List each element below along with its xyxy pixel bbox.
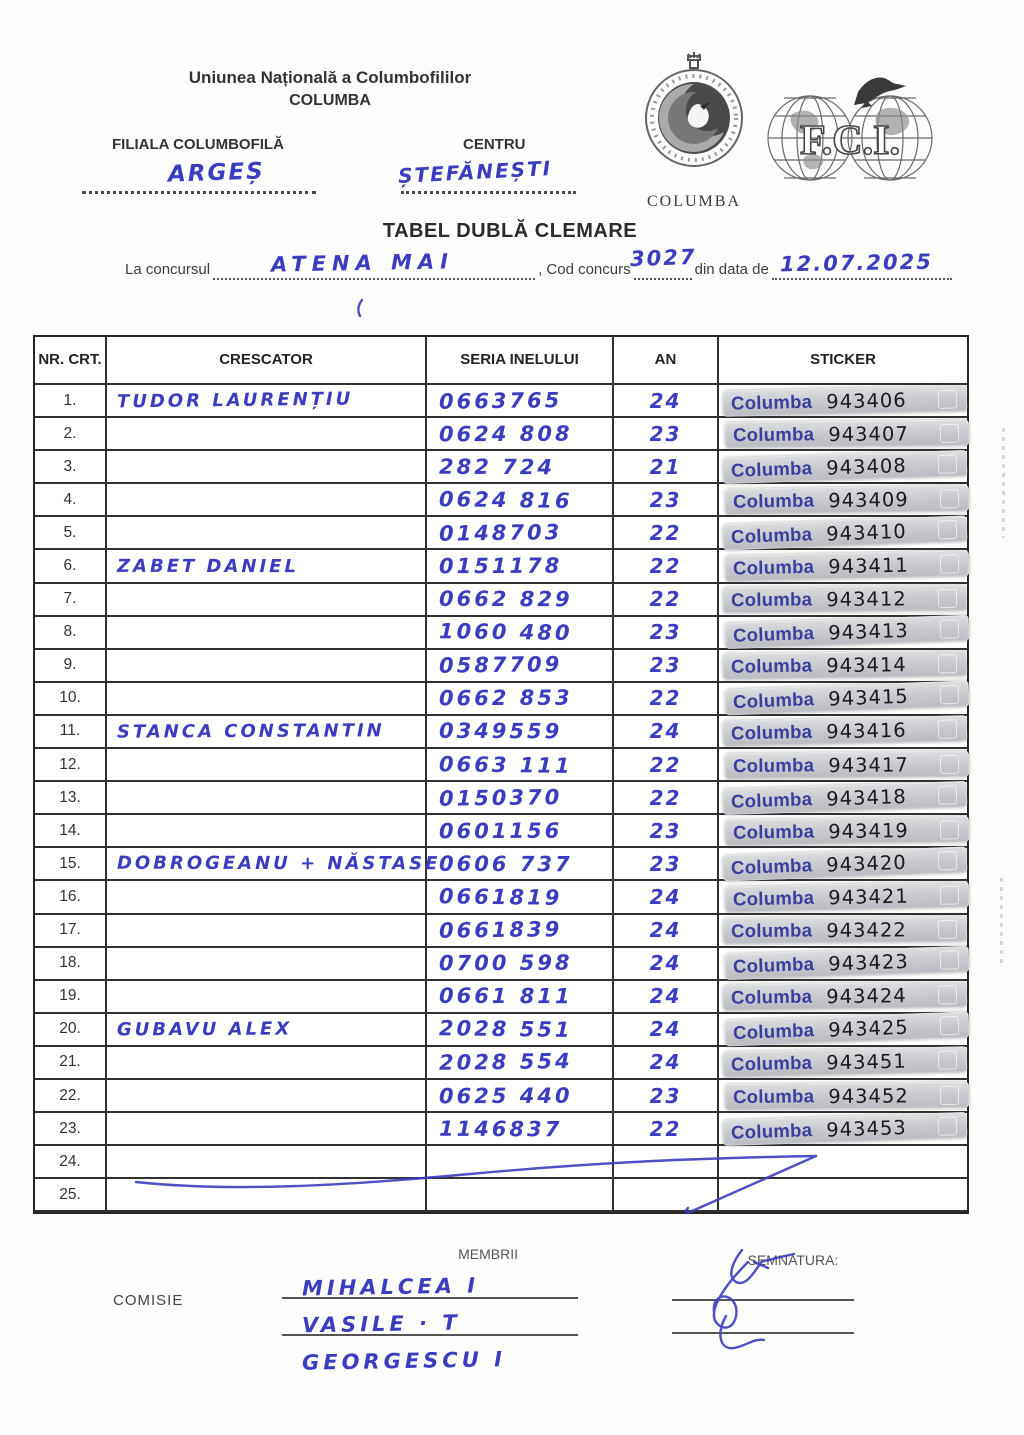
ring-series-cell <box>427 848 614 881</box>
ring-series-cell <box>427 683 614 716</box>
columba-sticker <box>725 485 969 515</box>
semnatura-label: SEMNATURA: <box>747 1252 839 1268</box>
contest-prefix-label: La concursul <box>125 261 211 278</box>
sticker-number: 943408 <box>825 453 908 479</box>
ring-series-handwritten: 0624 808 <box>438 421 573 446</box>
columba-sticker <box>723 1047 968 1079</box>
contest-date-field <box>772 249 952 280</box>
sticker-number: 943411 <box>827 553 909 578</box>
row-number-cell: 23. <box>35 1113 107 1146</box>
year-cell <box>614 782 719 815</box>
row-number-cell: 8. <box>35 617 107 650</box>
columba-sticker <box>723 781 968 815</box>
columba-sticker <box>723 846 968 881</box>
centru-handwritten-value: ȘTEFĂNEȘTI <box>397 155 553 189</box>
member-line <box>282 1336 578 1375</box>
sticker-number: 943418 <box>825 784 908 810</box>
breeder-name-cell <box>107 915 427 948</box>
sticker-brand: Columba <box>732 422 815 445</box>
ring-series-handwritten: 1146837 <box>438 1116 563 1141</box>
ring-series-cell <box>427 1080 614 1113</box>
filiala-handwritten-value: ARGEȘ <box>167 158 266 188</box>
ring-series-cell <box>427 1047 614 1080</box>
sticker-cell <box>719 517 967 550</box>
breeder-name-cell <box>107 584 427 617</box>
column-header-crescator: CRESCATOR <box>107 337 427 385</box>
ring-series-handwritten: 0663 111 <box>438 751 573 778</box>
sticker-cell <box>719 1047 967 1080</box>
row-number-cell: 3. <box>35 451 107 484</box>
ring-series-handwritten: 2028 551 <box>438 1016 573 1043</box>
contest-code-field <box>629 244 697 280</box>
sticker-brand: Columba <box>732 489 815 512</box>
sticker-number: 943413 <box>827 618 910 645</box>
year-handwritten: 22 <box>649 785 682 810</box>
ring-series-cell <box>427 418 614 451</box>
sticker-cell <box>719 782 967 815</box>
sticker-number: 943423 <box>827 949 910 976</box>
organization-short-name: COLUMBA <box>289 92 371 109</box>
filiala-label: FILIALA COLUMBOFILĂ <box>112 136 284 153</box>
ring-series-cell <box>427 650 614 683</box>
membrii-label: MEMBRII <box>458 1246 518 1262</box>
breeder-name-cell <box>107 881 427 914</box>
column-header-nr: NR. CRT. <box>35 337 107 385</box>
year-handwritten: 24 <box>649 984 682 1009</box>
breeder-name-cell <box>107 981 427 1014</box>
row-number-cell: 20. <box>35 1014 107 1047</box>
ring-series-handwritten: 0661819 <box>438 884 563 910</box>
row-number-cell: 21. <box>35 1047 107 1080</box>
year-handwritten: 21 <box>649 454 682 479</box>
columba-sticker <box>723 1112 968 1146</box>
sticker-number: 943419 <box>828 818 909 843</box>
row-number-cell: 2. <box>35 418 107 451</box>
year-cell <box>614 948 719 981</box>
year-cell <box>614 1179 719 1212</box>
columba-sticker <box>723 716 968 748</box>
sticker-brand: Columba <box>730 854 813 879</box>
year-cell <box>614 550 719 583</box>
breeder-name-cell <box>107 1080 427 1113</box>
comisie-label: COMISIE <box>113 1292 184 1309</box>
contest-date-handwritten: 12.07.2025 <box>779 249 933 277</box>
row-number-cell: 12. <box>35 749 107 782</box>
breeder-name-cell <box>107 451 427 484</box>
contest-date-label: din data de <box>694 261 769 278</box>
row-number-cell: 7. <box>35 584 107 617</box>
ring-series-cell <box>427 881 614 914</box>
sticker-brand: Columba <box>730 919 813 942</box>
sticker-cell <box>719 683 967 716</box>
year-cell <box>614 815 719 848</box>
member-line <box>282 1262 578 1299</box>
columba-sticker <box>723 916 967 945</box>
ring-series-handwritten: 0661839 <box>438 917 563 943</box>
sticker-number: 943417 <box>828 752 909 777</box>
year-handwritten: 22 <box>649 587 682 612</box>
page-title: TABEL DUBLĂ CLEMARE <box>382 220 638 242</box>
contest-name-handwritten: ATENA MAI <box>270 249 455 277</box>
ring-series-handwritten: 0606 737 <box>438 851 573 877</box>
row-number-cell: 22. <box>35 1080 107 1113</box>
sticker-cell <box>719 948 967 981</box>
row-number-cell: 24. <box>35 1146 107 1179</box>
ring-series-handwritten: 0700 598 <box>438 950 573 976</box>
sticker-cell <box>719 1014 967 1047</box>
row-number-cell: 18. <box>35 948 107 981</box>
columba-sticker <box>725 816 969 846</box>
sticker-cell <box>719 451 967 484</box>
columba-sticker <box>723 450 968 484</box>
columba-sticker <box>725 1081 969 1110</box>
columba-sticker <box>725 550 970 582</box>
sticker-number: 943416 <box>825 718 907 744</box>
ring-series-cell <box>427 815 614 848</box>
sticker-brand: Columba <box>732 555 815 579</box>
year-cell <box>614 584 719 617</box>
ring-series-handwritten: 0624 816 <box>438 487 573 513</box>
sticker-cell <box>719 617 967 650</box>
row-number-cell: 16. <box>35 881 107 914</box>
ring-series-cell <box>427 981 614 1014</box>
year-cell <box>614 1146 719 1179</box>
row-number-cell: 13. <box>35 782 107 815</box>
clemare-table <box>33 335 969 1214</box>
row-number-cell: 1. <box>35 385 107 418</box>
year-handwritten: 24 <box>649 1017 682 1042</box>
columba-sticker <box>725 615 970 649</box>
sticker-brand: Columba <box>732 953 815 977</box>
columba-logo-caption: COLUMBA <box>646 193 741 210</box>
year-cell <box>614 915 719 948</box>
row-number-cell: 6. <box>35 550 107 583</box>
ring-series-handwritten: 282 724 <box>438 454 556 480</box>
columba-sticker <box>723 650 967 680</box>
sticker-brand: Columba <box>730 456 813 481</box>
breeder-name-cell <box>107 716 427 749</box>
ring-series-cell <box>427 1014 614 1047</box>
breeder-name-cell <box>107 848 441 881</box>
row-number-cell: 10. <box>35 683 107 716</box>
breeder-name-handwritten: STANCA CONSTANTIN <box>116 720 385 743</box>
row-number-cell: 5. <box>35 517 107 550</box>
sticker-number: 943415 <box>827 684 910 711</box>
column-header-an: AN <box>614 337 719 385</box>
year-cell <box>614 683 719 716</box>
sticker-brand: Columba <box>732 753 815 776</box>
year-handwritten: 24 <box>649 1050 682 1075</box>
year-cell <box>614 848 719 881</box>
row-number-cell: 25. <box>35 1179 107 1212</box>
year-cell <box>614 650 719 683</box>
sticker-brand: Columba <box>732 886 815 910</box>
sticker-cell <box>719 1146 967 1179</box>
sticker-cell <box>719 881 967 914</box>
year-cell <box>614 385 719 418</box>
breeder-name-cell <box>107 517 427 550</box>
year-cell <box>614 517 719 550</box>
sticker-number: 943424 <box>826 983 907 1009</box>
columba-sticker <box>725 419 969 448</box>
year-cell <box>614 484 719 517</box>
contest-code-handwritten: 3027 <box>629 244 697 272</box>
year-handwritten: 23 <box>649 851 682 876</box>
ring-series-cell <box>427 451 614 484</box>
organization-name: Uniunea Națională a Columbofililor <box>188 68 472 87</box>
breeder-name-cell <box>107 683 427 716</box>
ring-series-cell <box>427 550 614 583</box>
ring-series-cell <box>427 617 614 650</box>
sticker-number: 943412 <box>826 586 907 611</box>
breeder-name-handwritten: TUDOR LAURENȚIU <box>116 388 354 413</box>
year-handwritten: 24 <box>649 719 682 744</box>
sticker-brand: Columba <box>730 390 813 414</box>
sticker-cell <box>719 915 967 948</box>
member-name-handwritten: MIHALCEA I <box>301 1273 480 1301</box>
ring-series-handwritten: 0662 829 <box>438 586 573 612</box>
ring-series-cell <box>427 915 614 948</box>
sticker-brand: Columba <box>730 721 813 745</box>
year-cell <box>614 981 719 1014</box>
sticker-cell <box>719 550 967 583</box>
breeder-name-handwritten: ZABET DANIEL <box>116 555 299 577</box>
ring-series-handwritten: 0150370 <box>438 784 563 811</box>
member-name-handwritten: VASILE · T <box>301 1310 461 1338</box>
breeder-name-cell <box>107 418 427 451</box>
ring-series-handwritten: 0662 853 <box>438 686 573 711</box>
fci-logo <box>762 66 938 189</box>
breeder-name-handwritten: DOBROGEANU + NĂSTASE <box>116 853 441 875</box>
breeder-name-cell <box>107 1014 427 1047</box>
sticker-cell <box>719 848 967 881</box>
columba-logo-icon <box>638 52 750 186</box>
sticker-brand: Columba <box>732 1084 815 1107</box>
sticker-brand: Columba <box>730 787 813 812</box>
row-number-cell: 17. <box>35 915 107 948</box>
signature-block <box>672 1252 854 1334</box>
breeder-name-cell <box>107 550 427 583</box>
year-cell <box>614 1047 719 1080</box>
committee-members-block <box>282 1246 578 1375</box>
ring-series-handwritten: 0661 811 <box>438 983 573 1009</box>
sticker-cell <box>719 716 967 749</box>
filiala-dotted-line <box>82 191 316 194</box>
breeder-name-cell <box>107 1146 427 1179</box>
centru-dotted-line <box>401 191 576 194</box>
columba-sticker <box>725 681 970 716</box>
signature-line <box>672 1268 854 1301</box>
breeder-name-cell <box>107 1047 427 1080</box>
year-handwritten: 23 <box>649 818 682 843</box>
columba-sticker <box>723 981 967 1011</box>
sticker-number: 943451 <box>825 1049 907 1075</box>
columba-sticker <box>725 881 970 913</box>
columba-sticker <box>725 750 969 779</box>
ring-series-handwritten: 2028 554 <box>438 1049 573 1076</box>
year-handwritten: 22 <box>649 752 682 777</box>
sticker-cell <box>719 815 967 848</box>
sticker-brand: Columba <box>732 820 815 843</box>
sticker-brand: Columba <box>730 1118 813 1143</box>
sticker-number: 943410 <box>825 519 908 546</box>
sticker-cell <box>719 981 967 1014</box>
contest-code-label: , Cod concurs <box>538 261 631 278</box>
year-cell <box>614 617 719 650</box>
year-handwritten: 24 <box>649 951 682 976</box>
year-handwritten: 24 <box>649 918 682 943</box>
year-handwritten: 23 <box>649 487 682 512</box>
contest-info-line <box>122 244 952 280</box>
ring-series-handwritten: 0625 440 <box>438 1083 573 1108</box>
year-cell <box>614 749 719 782</box>
ring-series-handwritten: 0587709 <box>438 652 563 679</box>
column-header-seria: SERIA INELULUI <box>427 337 614 385</box>
organization-header <box>110 68 550 110</box>
ring-series-handwritten: 0148703 <box>438 520 563 546</box>
sticker-number: 943409 <box>828 487 909 512</box>
ring-series-cell <box>427 1146 614 1179</box>
contest-name-field <box>213 249 535 280</box>
columba-sticker <box>725 946 970 980</box>
sticker-brand: Columba <box>730 1052 813 1076</box>
sticker-brand: Columba <box>730 588 813 611</box>
stray-ink-mark <box>358 300 362 316</box>
row-number-cell: 9. <box>35 650 107 683</box>
columba-sticker <box>725 1012 970 1047</box>
sticker-cell <box>719 385 967 418</box>
sticker-number: 943420 <box>825 850 908 877</box>
ring-series-handwritten: 0663765 <box>438 387 563 414</box>
member-line <box>282 1299 578 1336</box>
year-handwritten: 24 <box>649 388 682 413</box>
ring-series-handwritten: 1060 480 <box>438 619 573 646</box>
sticker-brand: Columba <box>730 985 813 1009</box>
sticker-number: 943425 <box>827 1015 910 1042</box>
sticker-cell <box>719 749 967 782</box>
sticker-number: 943407 <box>828 421 909 446</box>
ring-series-cell <box>427 1179 614 1212</box>
year-handwritten: 23 <box>649 421 682 446</box>
row-number-cell: 11. <box>35 716 107 749</box>
ring-series-cell <box>427 517 614 550</box>
year-handwritten: 22 <box>649 1116 682 1141</box>
sticker-cell <box>719 418 967 451</box>
year-cell <box>614 1080 719 1113</box>
sticker-number: 943406 <box>825 387 907 413</box>
sticker-brand: Columba <box>732 688 815 713</box>
breeder-name-cell <box>107 484 427 517</box>
breeder-name-cell <box>107 1179 427 1212</box>
sticker-cell <box>719 484 967 517</box>
year-handwritten: 22 <box>649 686 682 711</box>
columba-sticker <box>723 585 967 614</box>
ring-series-handwritten: 0601156 <box>438 818 563 844</box>
breeder-name-cell <box>107 782 427 815</box>
ring-series-cell <box>427 782 614 815</box>
breeder-name-cell <box>107 815 427 848</box>
fci-monogram-text: F.C.I. <box>800 118 900 164</box>
sticker-cell <box>719 584 967 617</box>
sticker-cell <box>719 1179 967 1212</box>
year-cell <box>614 881 719 914</box>
year-cell <box>614 716 719 749</box>
ring-series-cell <box>427 385 614 418</box>
columba-sticker <box>723 515 968 550</box>
year-handwritten: 23 <box>649 620 682 645</box>
year-cell <box>614 1014 719 1047</box>
year-cell <box>614 451 719 484</box>
columba-logo <box>638 52 750 211</box>
row-number-cell: 14. <box>35 815 107 848</box>
centru-label: CENTRU <box>463 136 526 153</box>
year-cell <box>614 418 719 451</box>
row-number-cell: 19. <box>35 981 107 1014</box>
breeder-name-cell <box>107 617 427 650</box>
sticker-number: 943422 <box>826 917 907 942</box>
sticker-number: 943452 <box>828 1083 909 1108</box>
ring-series-cell <box>427 584 614 617</box>
row-number-cell: 15. <box>35 848 107 881</box>
year-cell <box>614 1113 719 1146</box>
breeder-name-cell <box>107 650 427 683</box>
column-header-sticker: STICKER <box>719 337 967 385</box>
ring-series-cell <box>427 484 614 517</box>
sticker-brand: Columba <box>730 523 813 548</box>
ring-series-cell <box>427 716 614 749</box>
fci-logo-icon <box>762 66 938 184</box>
sticker-brand: Columba <box>730 654 813 678</box>
ring-series-cell <box>427 1113 614 1146</box>
member-name-handwritten: GEORGESCU I <box>301 1347 507 1375</box>
sticker-brand: Columba <box>732 622 815 646</box>
signature-line <box>672 1301 854 1334</box>
year-handwritten: 22 <box>649 520 682 545</box>
sticker-brand: Columba <box>732 1019 815 1044</box>
ring-series-cell <box>427 948 614 981</box>
year-handwritten: 22 <box>649 554 682 579</box>
sticker-cell <box>719 1113 967 1146</box>
columba-sticker <box>723 385 968 417</box>
sticker-number: 943453 <box>825 1115 908 1141</box>
year-handwritten: 23 <box>649 653 682 678</box>
ring-series-handwritten: 0349559 <box>438 719 563 744</box>
scan-artifact <box>1002 428 1005 538</box>
year-handwritten: 23 <box>649 1083 682 1108</box>
sticker-cell <box>719 1080 967 1113</box>
row-number-cell: 4. <box>35 484 107 517</box>
sticker-number: 943414 <box>826 652 907 678</box>
sticker-number: 943421 <box>827 884 909 909</box>
scan-artifact <box>1000 878 1003 968</box>
sticker-cell <box>719 650 967 683</box>
year-handwritten: 24 <box>649 884 682 909</box>
breeder-name-cell <box>107 749 427 782</box>
breeder-name-cell <box>107 1113 427 1146</box>
breeder-name-cell <box>107 948 427 981</box>
ring-series-cell <box>427 749 614 782</box>
breeder-name-cell <box>107 385 427 418</box>
ring-series-handwritten: 0151178 <box>438 553 563 579</box>
breeder-name-handwritten: GUBAVU ALEX <box>116 1018 293 1041</box>
